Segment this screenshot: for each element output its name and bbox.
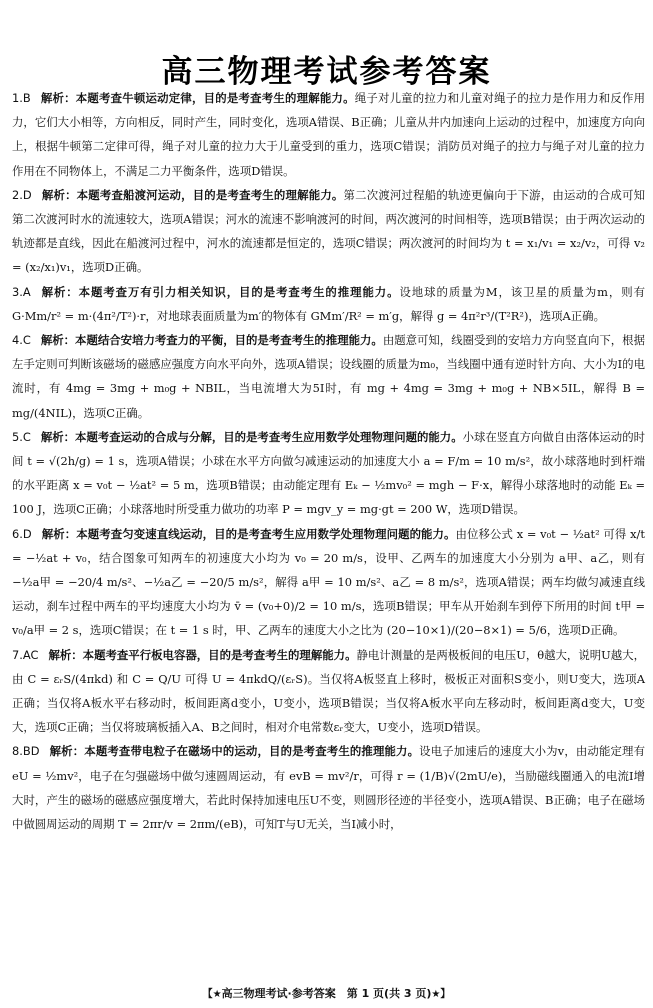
item-lead: 解析：本题考查牛顿运动定律，目的是考查考生的理解能力。 <box>40 91 355 105</box>
item-number: 2. <box>12 187 23 202</box>
page-footer <box>0 985 653 1001</box>
answer-item-8 <box>12 739 645 836</box>
item-number: 6. <box>12 526 23 541</box>
item-answer: A <box>22 284 31 299</box>
item-body: 第二次渡河过程船的轨迹更偏向于下游，由运动的合成可知第二次渡河时水的流速较大，选项A错误；河水的流速不影响渡河的时间，两次渡河的时间相等，选项B错误；由于两次运动的轨迹都是直线，因此在船渡河过程中，河水的流速都是恒定的，选项C错误；两次渡河的时间均为 t = x₁/v₁ = x₂/v₂，可得 v₂ = (x₂/x₁)v₁，选项D正确。 <box>12 187 645 275</box>
footer-right-decoration: ★】 <box>431 989 451 1000</box>
footer-text: 高三物理考试·参考答案 第 1 页(共 3 页) <box>221 987 432 1000</box>
item-body: 静电计测量的是两极板间的电压U，θ越大，说明U越大，由 C = εᵣS/(4πkd) 和 C = Q/U 可得 U = 4πkdQ/(εᵣS)。当仅将A板竖直上移时，极板正对面积S变小，则U变大，选项A正确；当仅将A板水平右移动时，板间距离d变小，U变小，选项B错误；当仅将A板水平向左移动时，板间距离d变大，U变大，选项C正确；当仅将玻璃板插入A、B之间时，相对介电常数εᵣ变大，U变小，选项D错误。 <box>12 647 645 735</box>
answer-item-5 <box>12 425 645 522</box>
item-body: 设电子加速后的速度大小为v，由动能定理有 eU = ½mv²，电子在匀强磁场中做匀速圆周运动，有 evB = mv²/r，可得 r = (1/B)√(2mU/e)，当励磁线圈通入的电流I增大时，产生的磁场的磁感应强度增大，若此时保持加速电压U不变，则圆形径迹的半径变小，选项A错误、B正确；电子在磁场中做圆周运动的周期 T = 2πr/v = 2πm/(eB)，可知T与U无关，当I减小时， <box>12 744 645 832</box>
answer-list <box>12 86 645 836</box>
item-number: 4. <box>12 333 23 348</box>
footer-left-decoration: 【★ <box>202 989 222 1000</box>
answer-item-2 <box>12 183 645 280</box>
item-body: 设地球的质量为M，该卫星的质量为m，则有 G·Mm/r² = m·(4π²/T²)·r，对地球表面质量为m′的物体有 GMm′/R² = m′g，解得 g = 4π²r³/(T²R²)，选项A正确。 <box>12 284 645 323</box>
item-number: 5. <box>12 429 23 444</box>
answer-item-1 <box>12 86 645 183</box>
item-lead: 解析：本题考查带电粒子在磁场中的运动，目的是考查考生的推理能力。 <box>49 744 420 759</box>
item-number: 1. <box>12 91 23 105</box>
item-lead: 解析：本题考查匀变速直线运动，目的是考查考生应用数学处理物理问题的能力。 <box>41 526 456 541</box>
answer-item-3 <box>12 280 645 328</box>
item-answer: BD <box>22 744 40 759</box>
item-body: 由位移公式 x = v₀t − ½at² 可得 x/t = −½at + v₀，结合图象可知两车的初速度大小均为 v₀ = 20 m/s，设甲、乙两车的加速度大小分别为 a甲、a乙，则有 −½a甲 = −20/4 m/s²、−½a乙 = −20/5 m/s²，解得 a甲 = 10 m/s²、a乙 = 8 m/s²，选项A错误；两车均做匀减速直线运动，刹车过程中两车的平均速度大小均为 v̄ = (v₀+0)/2 = 10 m/s，选项B错误；甲车从开始刹车到停下所用的时间 t甲 = v₀/a甲 = 2 s，选项C错误；在 t = 1 s 时，甲、乙两车的速度大小之比为 (20−10×1)/(20−8×1) = 5/6，选项D正确。 <box>12 526 645 638</box>
item-answer: C <box>22 429 31 444</box>
item-number: 8. <box>12 744 23 759</box>
answer-item-4 <box>12 328 645 425</box>
answer-item-7 <box>12 643 645 740</box>
item-answer: D <box>22 187 32 202</box>
answer-item-6 <box>12 522 645 643</box>
item-lead: 解析：本题考查运动的合成与分解，目的是考查考生应用数学处理物理问题的能力。 <box>40 429 463 444</box>
item-answer: B <box>22 91 31 105</box>
item-answer: D <box>22 526 32 541</box>
item-lead: 解析：本题考查万有引力相关知识，目的是考查考生的推理能力。 <box>40 284 400 299</box>
item-body: 绳子对儿童的拉力和儿童对绳子的拉力是作用力和反作用力，它们大小相等，方向相反，同时产生，同时变化，选项A错误、B正确；儿童从井内加速向上运动的过程中，加速度方向向上，根据牛顿第二定律可得，绳子对儿童的拉力大于儿童受到的重力，选项C错误；消防员对绳子的拉力与绳子对儿童的拉力作用在不同物体上，不满足二力平衡条件，选项D错误。 <box>12 91 645 178</box>
item-answer: AC <box>22 647 39 662</box>
item-lead: 解析：本题考查船渡河运动，目的是考查考生的理解能力。 <box>41 187 344 202</box>
item-lead: 解析：本题结合安培力考查力的平衡，目的是考查考生的推理能力。 <box>40 333 383 348</box>
item-body: 小球在竖直方向做自由落体运动的时间 t = √(2h/g) = 1 s，选项A错误；小球在水平方向做匀减速运动的加速度大小 a = F/m = 10 m/s²，故小球落地时到杆端的水平距离 x = v₀t − ½at² = 5 m，选项B错误；由动能定理有 Eₖ − ½mv₀² = mgh − F·x，解得小球落地时的动能 Eₖ = 100 J，选项C正确；小球落地时所受重力做功的功率 P = mgv_y = mg·gt = 200 W，选项D错误。 <box>12 429 646 517</box>
item-lead: 解析：本题考查平行板电容器，目的是考查考生的理解能力。 <box>48 647 357 662</box>
item-body: 由题意可知，线圈受到的安培力方向竖直向下，根据左手定则可判断该磁场的磁感应强度方向水平向外，选项A错误；设线圈的质量为m₀，当线圈中通有逆时针方向、大小为I的电流时，有 4mg = 3mg + m₀g + NBIL，当电流增大为5I时，有 mg + 4mg = 3mg + m₀g + NB×5IL，解得 B = mg/(4NIL)，选项C正确。 <box>12 333 645 420</box>
page-title: 高三物理考试参考答案 <box>161 54 492 90</box>
item-number: 7. <box>12 647 23 662</box>
item-number: 3. <box>12 284 23 299</box>
item-answer: C <box>22 333 31 348</box>
